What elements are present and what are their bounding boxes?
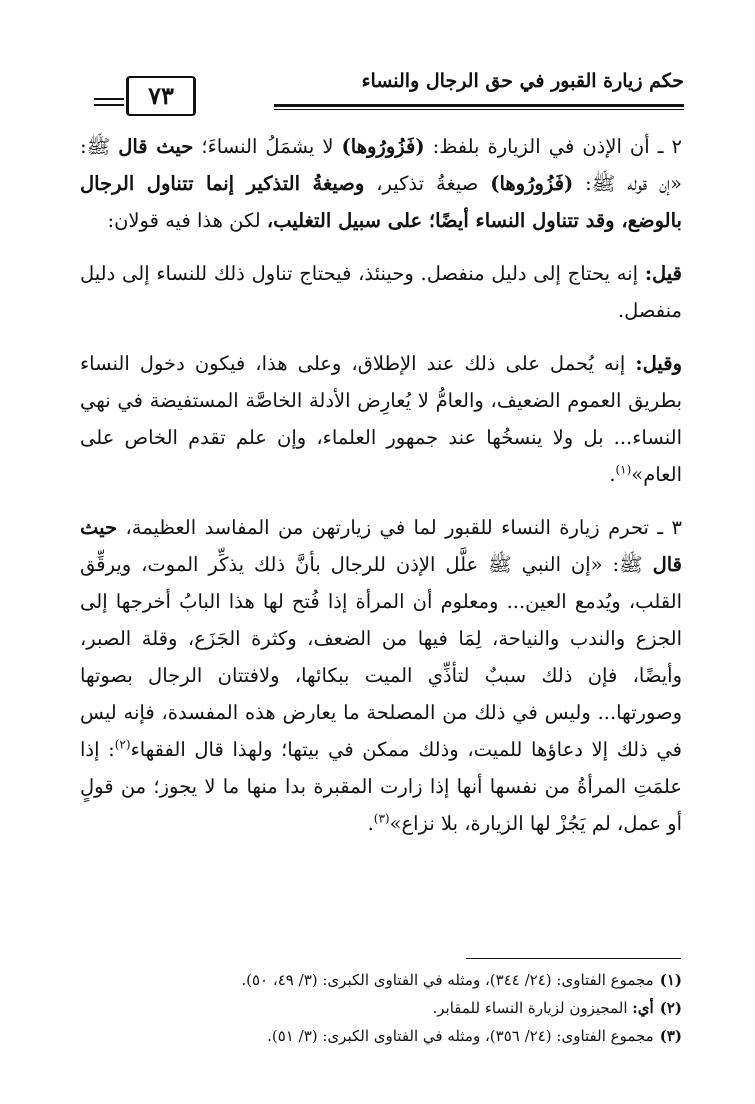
footnote-1 (80, 966, 682, 994)
footnote-number: (٢) (659, 999, 682, 1017)
paragraph-point-3 (80, 509, 682, 842)
running-title: حكم زيارة القبور في حق الرجال والنساء (361, 70, 684, 92)
text-run: . (367, 812, 374, 835)
footnote-ref[interactable]: (٢) (114, 737, 131, 752)
footnote-3 (80, 1022, 682, 1050)
footnote-separator (466, 958, 681, 959)
footnote-ref[interactable]: (٣) (373, 811, 390, 826)
text-run: إنه يحتاج إلى دليل منفصل. وحينئذ، فيحتاج تناول ذلك للنساء إلى دليل منفصل. (80, 262, 682, 322)
text-run: ﷺ: «إن النبي ﷺ علَّل الإذن للرجال بأنَّ ذلك يذكِّر الموت، ويرقِّق القلب، ويُدمع العين... ومعلوم أن المرأة إذا فُتح لها هذا البابُ أخرجها إلى الجزع والندب والنياحة، لِمَا فيها من الضعف، وكثرة الجَزَع، وقلة الصبر، وأيضًا، فإن ذلك سببٌ لتأذِّي الميت ببكائها، ولافتتان الرجال بصوتها وصورتها... وليس في ذلك من المصلحة ما يعارض هذه المفسدة، فإنه ليس في ذلك إلا دعاؤها للميت، وذلك ممكن في بيتها؛ ولهذا قال الفقهاء (80, 553, 682, 761)
footnote-text: المجيزون لزيارة النساء للمقابر. (432, 999, 633, 1017)
page-number: ٧٣ (126, 76, 196, 116)
footnote-2 (80, 994, 682, 1022)
footnote-text: مجموع الفتاوى: (٢٤/ ٣٥٦)، ومثله في الفتاوى الكبرى: (٣/ ٥١). (267, 1027, 654, 1045)
footnote-number: (٣) (659, 1027, 682, 1045)
page-header (94, 70, 684, 116)
quoted-word: (فَزُورُوها) (341, 135, 425, 158)
bold-phrase: حيث قال (80, 516, 682, 576)
paragraph-point-2 (80, 128, 682, 239)
paragraph-second-view (80, 345, 682, 493)
bold-lead: قيل: (644, 262, 682, 285)
text-run: ٢ ـ أن الإذن في الزيارة بلفظ: (424, 135, 682, 158)
paragraph-first-view (80, 255, 682, 329)
main-text (80, 128, 682, 858)
footnotes (80, 966, 682, 1050)
bold-lead: وقيل: (635, 352, 682, 375)
footnote-bold: أي: (632, 999, 654, 1017)
bold-phrase: وصيغةُ التذكير إنما تتناول الرجال بالوضع، وقد تتناول النساء أيضًا؛ على سبيل التغليب، (80, 172, 682, 232)
footnote-number: (١) (659, 971, 682, 989)
text-run: ٣ ـ تحرم زيارة النساء للقبور لما في زيارتهن من المفاسد العظيمة، (117, 516, 682, 539)
bold-phrase: حيث قال (118, 135, 194, 158)
left-rule-lower (94, 104, 124, 106)
quoted-word: (فَزُورُوها) (490, 172, 574, 195)
footnote-ref[interactable]: (١) (615, 462, 632, 477)
text-run: ﷺ: «إن قوله ﷺ: (80, 135, 682, 195)
footnote-text: مجموع الفتاوى: (٢٤/ ٣٤٤)، ومثله في الفتاوى الكبرى: (٣/ ٤٩، ٥٠). (241, 971, 654, 989)
header-rule-thin (274, 109, 684, 110)
header-rule (274, 104, 684, 107)
text-run: لا يشمَلُ النساءَ؛ (193, 135, 342, 158)
text-run: : إذا علمَتِ المرأةُ من نفسها أنها إذا زارت المقبرة بدا منها ما لا يجوز؛ من قولٍ أو عمل، لم يَجُزْ لها الزيارة، بلا نزاع» (80, 738, 682, 835)
text-run: إنه يُحمل على ذلك عند الإطلاق، وعلى هذا، فيكون دخول النساء بطريق العموم الضعيف، والعامُّ لا يُعارِض الأدلة الخاصَّة المستفيضة في نهي النساء... بل ولا ينسخُها عند جمهور العلماء، وإن علم تقدم الخاص على العام» (80, 352, 682, 486)
left-rule (94, 98, 124, 100)
text-run: لكن هذا فيه قولان: (107, 209, 267, 232)
text-run: صيغةُ تذكير، (364, 172, 491, 195)
text-run: . (609, 463, 616, 486)
